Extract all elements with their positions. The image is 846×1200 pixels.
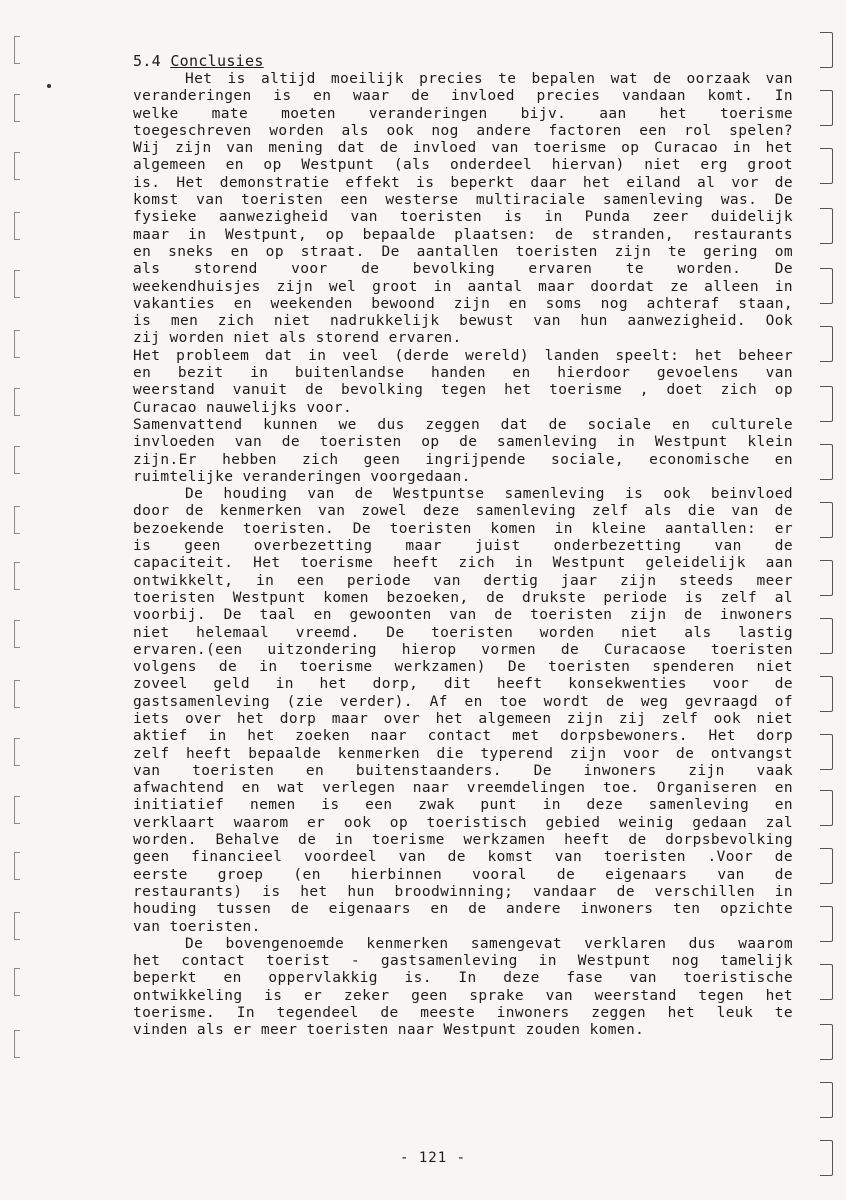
text-line: Het is altijd moeilijk precies te bepalen wat de oorzaak van (185, 71, 793, 87)
binding-ring-mark (820, 1140, 833, 1176)
binding-ring-mark (820, 790, 833, 826)
punch-hole-mark (14, 562, 20, 590)
text-line: afwachtend en wat verlegen naar vreemdelingen toe. Organiseren en (133, 780, 793, 797)
binding-ring-mark (820, 326, 833, 362)
text-line: welke mate moeten veranderingen bijv. aan het toerisme (133, 105, 793, 122)
text-line: bezoekende toeristen. De toeristen komen in kleine aantallen: er (133, 520, 793, 537)
punch-hole-mark (14, 620, 20, 648)
text-line: als storend voor de bevolking ervaren te worden. De (133, 261, 793, 278)
binding-ring-mark (820, 208, 833, 244)
text-line: door de kenmerken van zowel deze samenleving zelf als die van de (133, 503, 793, 520)
binding-ring-mark (820, 386, 833, 422)
text-line: volgens de in toerisme werkzamen) De toeristen spenderen niet (133, 659, 793, 676)
section-heading (133, 52, 264, 70)
text-line: algemeen en op Westpunt (als onderdeel hiervan) niet erg groot (133, 157, 793, 174)
binding-ring-mark (820, 560, 833, 596)
text-line: niet helemaal vreemd. De toeristen worden niet als lastig (133, 624, 793, 641)
binding-ring-mark (820, 502, 833, 538)
text-line: van toeristen. (133, 918, 261, 935)
text-line: weerstand vanuit de bevolking tegen het toerisme , doet zich op (133, 382, 793, 399)
section-number: 5.4 (133, 52, 161, 70)
binding-ring-mark (820, 90, 833, 126)
binding-ring-mark (820, 964, 833, 1000)
text-line: iets over het dorp maar over het algemeen zijn zij zelf ook niet (133, 710, 793, 727)
punch-hole-mark (14, 212, 20, 240)
punch-hole-mark (14, 330, 20, 358)
text-line: Het probleem dat in veel (derde wereld) landen speelt: het beheer (133, 347, 793, 364)
text-line: gastsamenleving (zie verder). Af en toe wordt de weg gevraagd of (133, 693, 793, 710)
text-line: veranderingen is en waar de invloed precies vandaan komt. In (133, 88, 793, 105)
text-line: toeristen Westpunt komen bezoeken, de drukste periode is zelf al (133, 589, 793, 606)
text-line: voorbij. De taal en gewoonten van de toeristen zijn de inwoners (133, 607, 793, 624)
text-line: Wij zijn van mening dat de invloed van toerisme op Curacao in het (133, 140, 793, 157)
text-line: verklaart waarom er ook op toeristisch gebied weinig gedaan zal (133, 814, 793, 831)
text-line: worden. Behalve de in toerisme werkzamen heeft de dorpsbevolking (133, 832, 793, 849)
text-line: zij worden niet als storend ervaren. (133, 330, 462, 347)
text-line: capaciteit. Het toerisme heeft zich in Westpunt geleidelijk aan (133, 555, 793, 572)
text-line: invloeden van de toeristen op de samenleving in Westpunt klein (133, 434, 793, 451)
text-line: toegeschreven worden als ook nog andere factoren een rol spelen? (133, 122, 793, 139)
text-line: zelf heeft bepaalde kenmerken die typerend zijn voor de ontvangst (133, 745, 793, 762)
binding-ring-mark (820, 734, 833, 770)
text-line: aktief in het zoeken naar contact met dorpsbewoners. Het dorp (133, 728, 793, 745)
text-line: vakanties en weekenden bewoond zijn en soms nog achteraf staan, (133, 295, 793, 312)
text-line: zijn.Er hebben zich geen ingrijpende sociale, economische en (133, 451, 793, 468)
body-text (133, 71, 793, 1040)
text-line: fysieke aanwezigheid van toeristen is in Punda zeer duidelijk (133, 209, 793, 226)
binding-ring-mark (820, 618, 833, 654)
punch-hole-mark (14, 738, 20, 766)
text-line: De bovengenoemde kenmerken samengevat verklaren dus waarom (185, 935, 793, 952)
text-line: ruimtelijke veranderingen voorgedaan. (133, 468, 471, 485)
text-line: en sneks en op straat. De aantallen toeristen zijn te gering om (133, 243, 793, 260)
punch-hole-mark (14, 270, 20, 298)
punch-hole-mark (14, 152, 20, 180)
page-number: - 121 - (400, 1150, 467, 1166)
text-line: is. Het demonstratie effekt is beperkt daar het eiland al vor de (133, 174, 793, 191)
section-title: Conclusies (170, 52, 264, 70)
punch-hole-mark (14, 94, 20, 122)
text-line: zoveel geld in het dorp, dit heeft konsekwenties voor de (133, 676, 793, 693)
text-line: ontwikkeling is er zeker geen sprake van weerstand tegen het (133, 987, 793, 1004)
margin-dot (47, 84, 51, 88)
punch-hole-mark (14, 968, 20, 996)
punch-hole-mark (14, 1030, 20, 1058)
text-line: initiatief nemen is een zwak punt in deze samenleving en (133, 797, 793, 814)
text-line: Samenvattend kunnen we dus zeggen dat de sociale en culturele (133, 416, 793, 433)
binding-ring-mark (820, 32, 833, 68)
text-line: De houding van de Westpuntse samenleving is ook beinvloed (185, 486, 793, 503)
text-line: het contact toerist - gastsamenleving in Westpunt nog tamelijk (133, 953, 793, 970)
text-line: vinden als er meer toeristen naar Westpunt zouden komen. (133, 1022, 645, 1039)
text-line: ontwikkelt, in een periode van dertig jaar zijn steeds meer (133, 572, 793, 589)
text-line: van toeristen en buitenstaanders. De inwoners zijn vaak (133, 762, 793, 779)
text-line: beperkt en oppervlakkig is. In deze fase van toeristische (133, 970, 793, 987)
punch-hole-mark (14, 388, 20, 416)
text-line: is geen overbezetting maar juist onderbezetting van de (133, 538, 793, 555)
punch-hole-mark (14, 796, 20, 824)
binding-ring-mark (820, 848, 833, 884)
punch-hole-mark (14, 446, 20, 474)
text-line: maar in Westpunt, op bepaalde plaatsen: de stranden, restaurants (133, 226, 793, 243)
text-line: geen financieel voordeel van de komst van toeristen .Voor de (133, 849, 793, 866)
binding-ring-mark (820, 1024, 833, 1060)
punch-hole-mark (14, 912, 20, 940)
punch-hole-mark (14, 36, 20, 64)
binding-ring-mark (820, 676, 833, 712)
text-line: ervaren.(een uitzondering hierop vormen de Curacaose toeristen (133, 641, 793, 658)
punch-hole-mark (14, 852, 20, 880)
binding-ring-mark (820, 906, 833, 942)
text-line: restaurants) is het hun broodwinning; vandaar de verschillen in (133, 883, 793, 900)
text-line: toerisme. In tegendeel de meeste inwoners zeggen het leuk te (133, 1005, 793, 1022)
punch-hole-mark (14, 680, 20, 708)
text-line: en bezit in buitenlandse handen en hierdoor gevoelens van (133, 365, 793, 382)
binding-ring-mark (820, 444, 833, 480)
text-line: weekendhuisjes zijn wel groot in aantal maar doordat ze alleen in (133, 278, 793, 295)
text-line: eerste groep (en hierbinnen vooral de eigenaars van de (133, 866, 793, 883)
binding-ring-mark (820, 268, 833, 304)
text-line: komst van toeristen een westerse multiraciale samenleving was. De (133, 192, 793, 209)
binding-ring-mark (820, 1082, 833, 1118)
binding-ring-mark (820, 148, 833, 184)
text-line: Curacao nauwelijks voor. (133, 399, 353, 416)
punch-hole-mark (14, 506, 20, 534)
text-line: is men zich niet nadrukkelijk bewust van hun aanwezigheid. Ook (133, 313, 793, 330)
text-line: houding tussen de eigenaars en de andere inwoners ten opzichte (133, 901, 793, 918)
